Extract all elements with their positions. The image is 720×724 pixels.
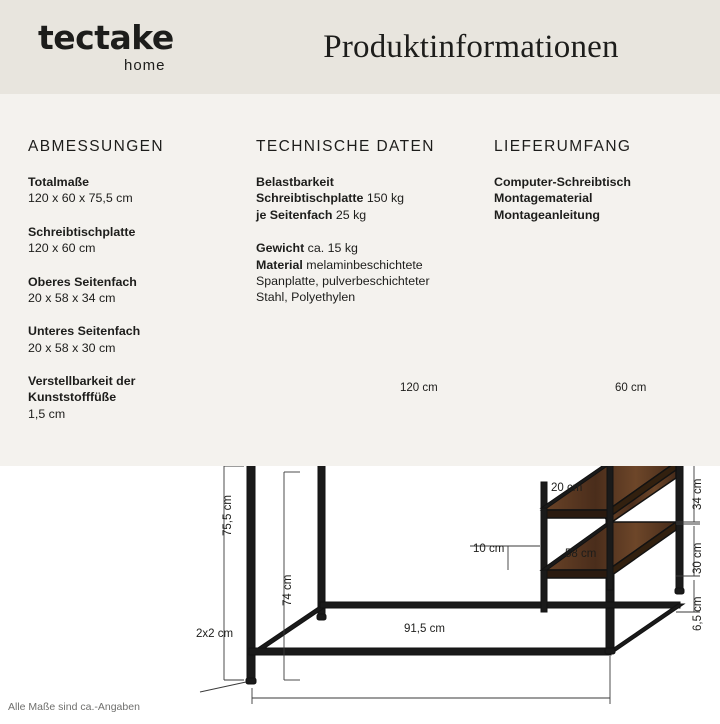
dimension-title-2: Kunststofffüße [28,390,117,405]
dimension-item [28,224,248,257]
label-height-frame: 74 cm [282,574,294,606]
dimension-item [28,174,248,207]
foot-front-left [246,678,256,684]
dimension-title: Unteres Seitenfach [28,324,141,339]
shelf-upper-edge [542,510,608,518]
scope-item: Montageanleitung [494,207,601,222]
leg-back-left [318,466,325,614]
page-header [0,0,720,94]
brand-subtitle: home [124,56,166,74]
load-shelf-label: je Seitenfach [256,207,333,222]
stretcher-back-bottom [320,602,680,608]
scope-heading: LIEFERUMFANG [494,138,632,155]
weight-row [256,240,486,256]
label-width-top: 120 cm [400,382,438,394]
label-side-upper: 34 cm [692,478,704,510]
page-title: Produktinformationen [323,28,619,65]
brand-logo [0,17,240,74]
scope-item: Computer-Schreibtisch [494,175,632,189]
load-desk-value: 150 kg [366,191,405,206]
load-desk-row [256,190,486,206]
dimensions-heading: ABMESSUNGEN [28,138,164,155]
brand-name: tectake [38,17,174,57]
dimension-value: 120 x 60 x 75,5 cm [28,191,133,206]
dimension-title: Schreibtischplatte [28,224,136,239]
load-shelf-row [256,207,486,223]
dimension-title: Oberes Seitenfach [28,274,137,289]
label-height-left: 75,5 cm [222,495,234,536]
weight-material-block [256,240,486,306]
material-value-1: melaminbeschichtete [306,257,423,272]
scope-list [494,174,714,223]
scope-of-delivery-column [494,138,714,223]
load-desk-label: Schreibtischplatte [256,191,364,206]
dimension-value: 20 x 58 x 30 cm [28,340,116,355]
dimension-value: 120 x 60 cm [28,241,96,256]
stretcher-left-bottom [249,606,327,654]
dimension-value: 1,5 cm [28,406,66,421]
desk-technical-drawing [0,466,720,719]
stretcher-front-bottom [249,648,611,655]
foot-back-right [675,588,684,594]
technical-heading: TECHNISCHE DATEN [256,138,435,155]
info-panel [0,94,720,466]
dimension-title: Verstellbarkeit der [28,374,136,388]
label-foot-size: 2x2 cm [196,628,234,640]
foot-front-right [605,648,615,654]
shelf-post-front-inner [541,482,547,612]
load-title: Belastbarkeit [256,175,334,189]
stretcher-right-bottom [608,604,684,652]
load-shelf-value: 25 kg [335,207,367,222]
dimension-item [28,373,248,422]
dimensions-column [28,138,248,439]
scope-item: Montagematerial [494,191,593,206]
label-shelf-depth: 10 cm [473,543,505,555]
label-side-lower: 6,5 cm [692,596,704,631]
foot-back-left [317,614,326,620]
dimension-item [28,274,248,307]
technical-column [256,138,486,323]
weight-label: Gewicht [256,241,305,256]
dimension-title: Totalmaße [28,175,90,189]
label-side-middle: 30 cm [692,542,704,574]
label-shelf-width-upper: 20 cm [551,482,583,494]
material-value-3: Stahl, Polyethylen [256,290,356,305]
weight-value: ca. 15 kg [307,241,358,256]
shelf-lower-edge [542,570,608,578]
label-bottom-span: 91,5 cm [404,623,445,635]
leg-back-right [676,466,683,588]
material-label: Material [256,257,303,272]
shelf-post-back-inner [607,466,613,590]
material-value-2: Spanplatte, pulverbeschichteter [256,273,430,288]
dimension-value: 20 x 58 x 34 cm [28,290,116,305]
material-row [256,257,486,273]
label-depth-top: 60 cm [615,382,647,394]
label-shelf-width-lower: 58 cm [565,548,597,560]
dimension-item [28,323,248,356]
footnote: Alle Maße sind ca.-Angaben [8,701,140,713]
load-capacity-block [256,174,486,223]
leg-front-left [247,466,255,678]
